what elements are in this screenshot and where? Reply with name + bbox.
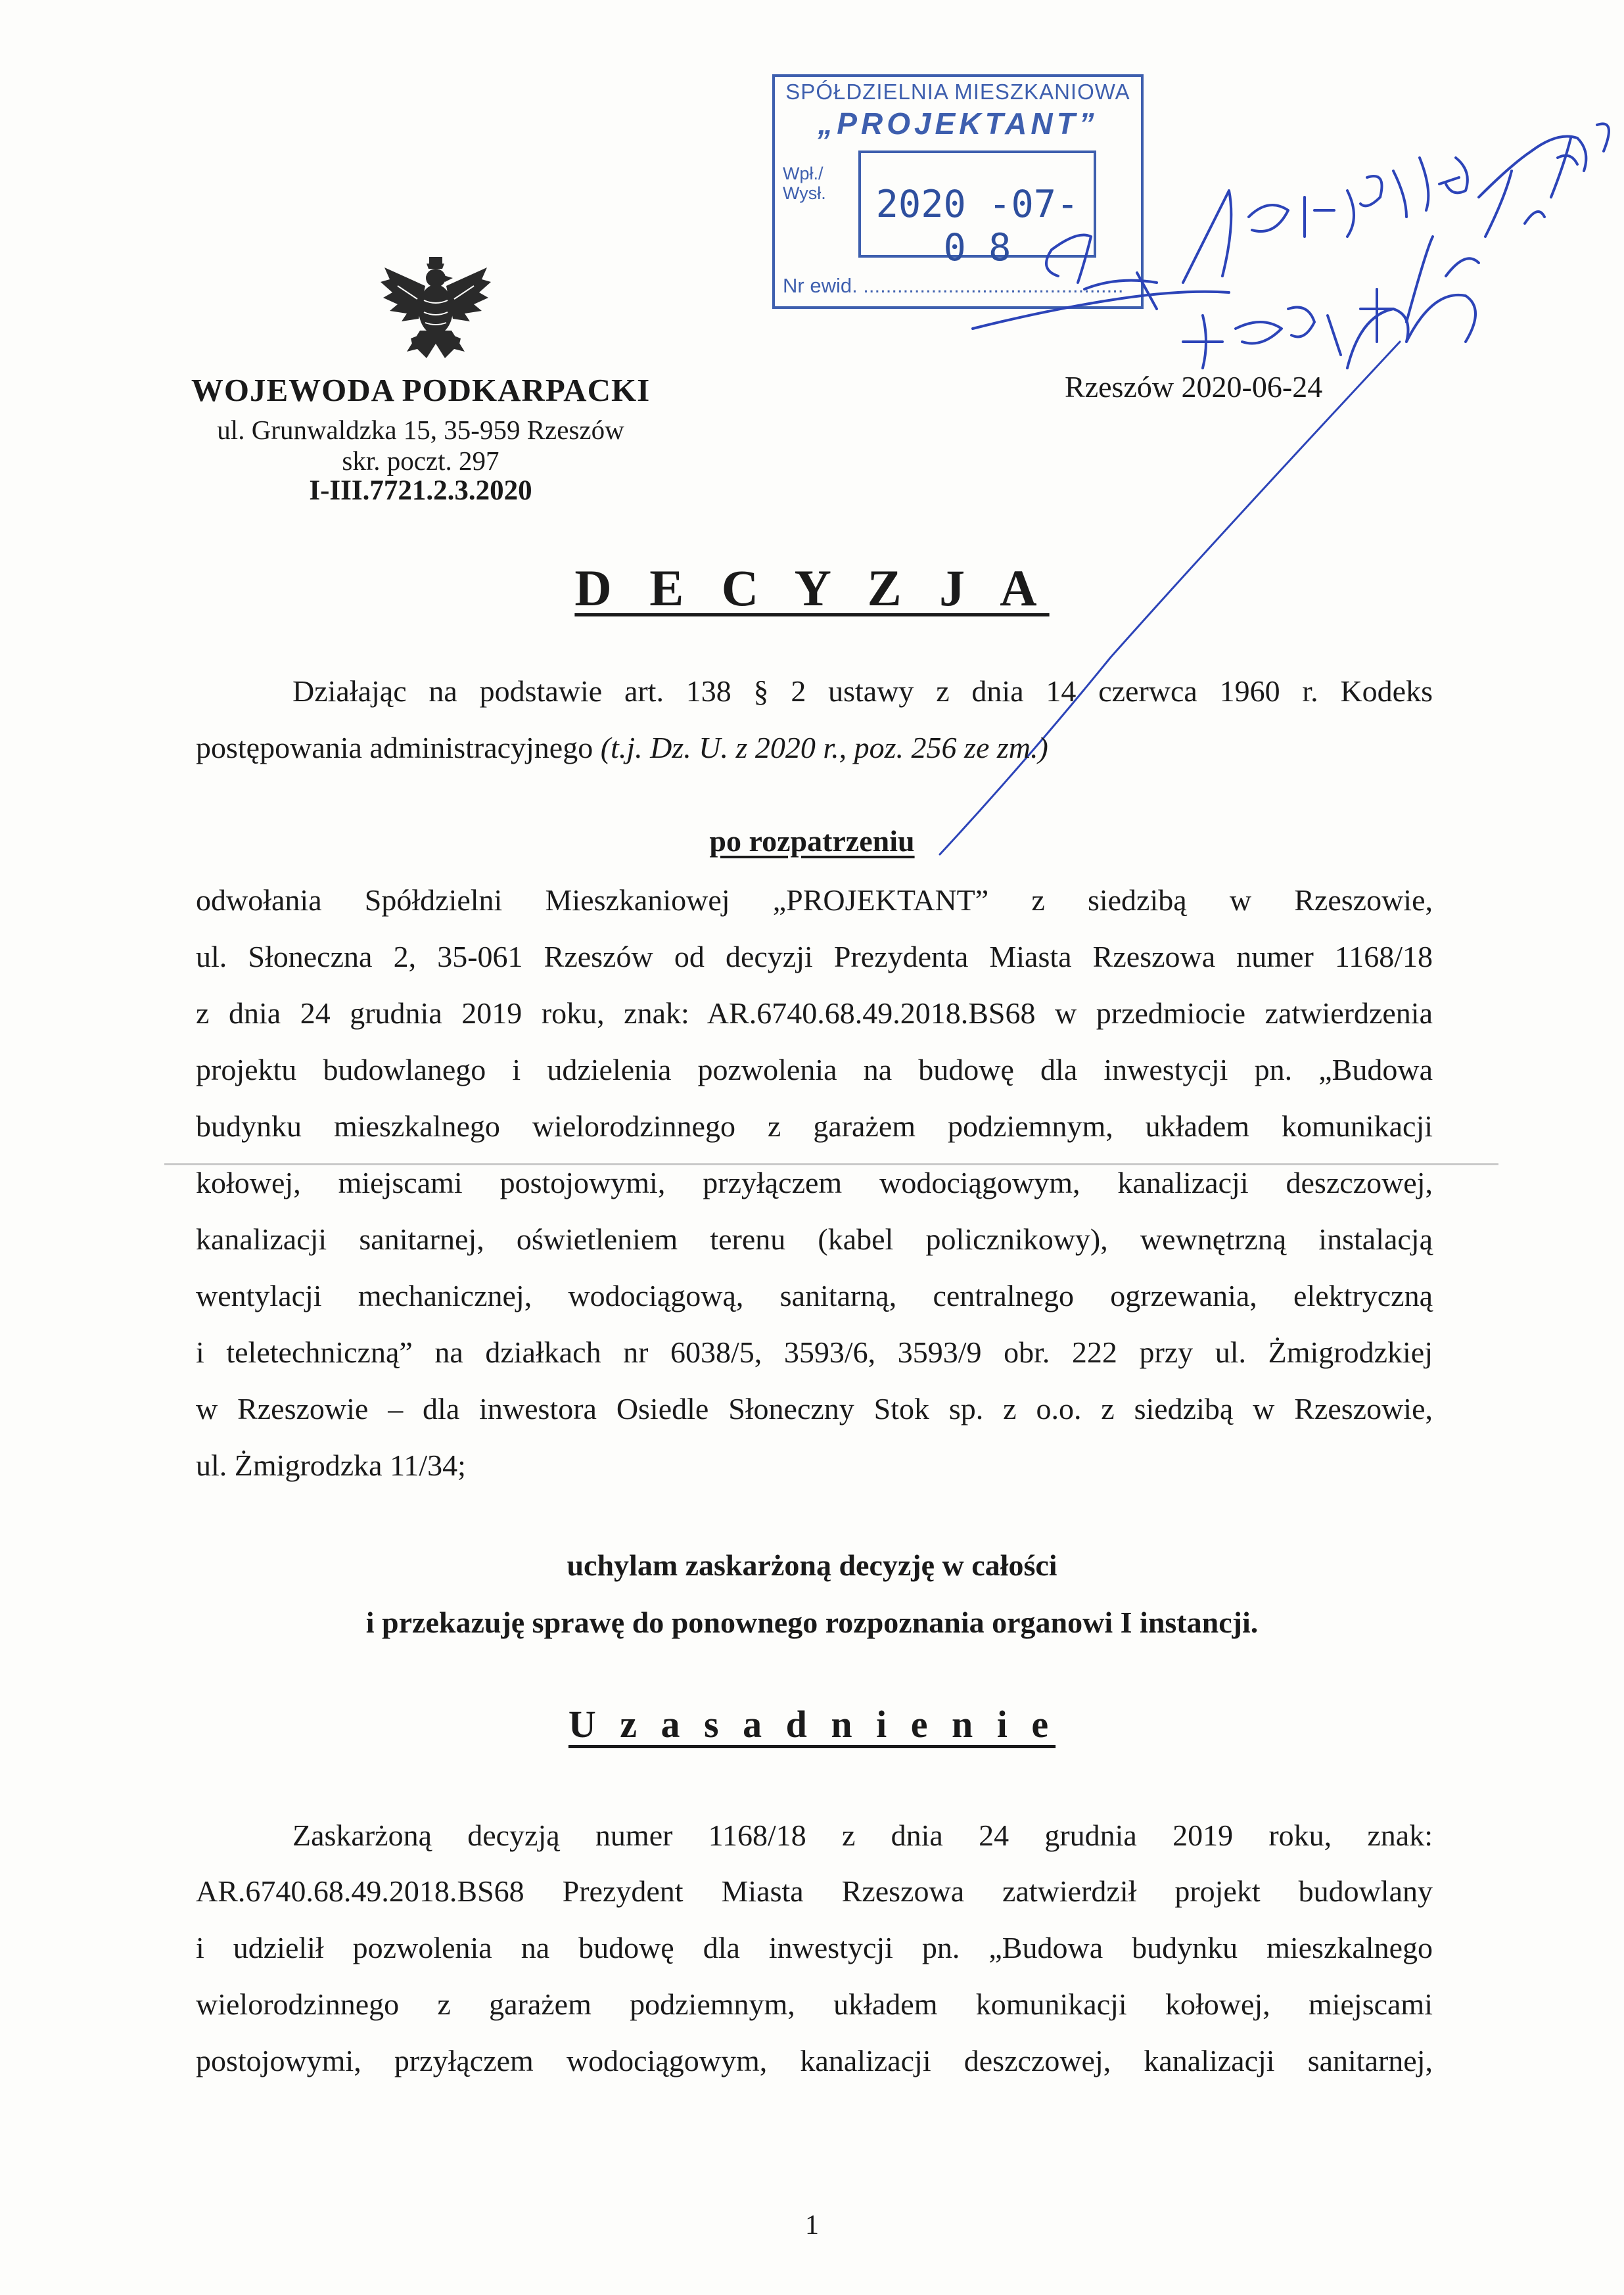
appeal-line: odwołania Spółdzielni Mieszkaniowej „PROJEKTANT” z siedzibą w Rzeszowie,	[196, 883, 1433, 917]
appeal-line: w Rzeszowie – dla inwestora Osiedle Słoneczny Stok sp. z o.o. z siedzibą w Rzeszowie,	[196, 1392, 1433, 1426]
scan-artifact-line	[164, 1163, 1498, 1165]
page-number: 1	[805, 2210, 819, 2240]
justification-title	[0, 1702, 1624, 1746]
justification-line: postojowymi, przyłączem wodociągowym, kanalizacji deszczowej, kanalizacji sanitarnej,	[196, 2044, 1433, 2077]
handwriting-stroke-4	[1420, 158, 1468, 210]
stamp-date-box	[858, 151, 1096, 269]
appeal-line: projektu budowlanego i udzielenia pozwolenia na budowę dla inwestycji pn. „Budowa	[196, 1053, 1433, 1086]
document-date: Rzeszów 2020-06-24	[1065, 370, 1323, 404]
legal-basis-line-1: Działając na podstawie art. 138 § 2 ustawy z dnia 14 czerwca 1960 r. Kodeks	[292, 674, 1433, 708]
handwriting-stroke-7	[1479, 124, 1609, 197]
ruling-line-1: uchylam zaskarżoną decyzję w całości	[567, 1548, 1057, 1582]
stamp-cooperative-label: SPÓŁDZIELNIA MIESZKANIOWA	[785, 80, 1130, 104]
stamp-registry-number: Nr ewid. ..............................................	[783, 274, 1124, 297]
appeal-line: kołowej, miejscami postojowymi, przyłączem wodociągowym, kanalizacji deszczowej,	[196, 1166, 1433, 1199]
appeal-line: i teletechniczną” na działkach nr 6038/5, 3593/6, 3593/9 obr. 222 przy ul. Żmigrodzkiej	[196, 1335, 1433, 1369]
stamp-cooperative-name: „PROJEKTANT”	[818, 106, 1098, 141]
authority-po-box: skr. poczt. 297	[342, 446, 499, 476]
polish-eagle-emblem-icon	[378, 253, 493, 361]
justification-title-text: U z a s a d n i e n i e	[568, 1703, 1056, 1746]
appeal-line: budynku mieszkalnego wielorodzinnego z garażem podziemnym, układem komunikacji	[196, 1109, 1433, 1143]
handwriting-stroke-6	[1406, 138, 1571, 322]
legal-basis-line-2	[196, 728, 1048, 768]
appeal-last-line: ul. Żmigrodzka 11/34;	[196, 1449, 466, 1482]
legal-basis-citation: (t.j. Dz. U. z 2020 r., poz. 256 ze zm.)	[600, 731, 1048, 764]
handwriting-stroke-3	[1183, 171, 1406, 283]
justification-line: wielorodzinnego z garażem podziemnym, układem komunikacji kołowej, miejscami	[196, 1987, 1433, 2021]
appeal-line: ul. Słoneczna 2, 35-061 Rzeszów od decyzji Prezydenta Miasta Rzeszowa numer 1168/18	[196, 940, 1433, 973]
stamp-date: 2020 -07- 0 8	[875, 183, 1079, 269]
appeal-line: wentylacji mechanicznej, wodociągową, sanitarną, centralnego ogrzewania, elektryczną	[196, 1279, 1433, 1312]
handwriting-stroke-5	[1183, 289, 1393, 368]
appeal-line: kanalizacji sanitarnej, oświetleniem terenu (kabel policznikowy), wewnętrzną instalacją	[196, 1222, 1433, 1256]
receipt-stamp	[772, 74, 1144, 309]
considered-heading	[0, 823, 1624, 858]
authority-address: ul. Grunwaldzka 15, 35-959 Rzeszów	[217, 415, 624, 445]
justification-line: AR.6740.68.49.2018.BS68 Prezydent Miasta Rzeszowa zatwierdził projekt budowlany	[196, 1874, 1433, 1908]
decision-title-text: D E C Y Z J A	[574, 559, 1050, 616]
case-reference: I-III.7721.2.3.2020	[309, 475, 532, 506]
ruling-line-2: i przekazuję sprawę do ponownego rozpoznania organowi I instancji.	[365, 1606, 1259, 1639]
authority-name: WOJEWODA PODKARPACKI	[191, 372, 651, 408]
stamp-in-label: Wpł./	[783, 164, 824, 183]
stamp-in-out-label	[783, 164, 826, 203]
justification-line: i udzielił pozwolenia na budowę dla inwestycji pn. „Budowa budynku mieszkalnego	[196, 1931, 1433, 1964]
stamp-out-label: Wysł.	[783, 183, 826, 203]
justification-first-line: Zaskarżoną decyzją numer 1168/18 z dnia 24 grudnia 2019 roku, znak:	[292, 1819, 1433, 1852]
decision-title	[0, 559, 1624, 618]
legal-basis-code: postępowania administracyjnego	[196, 731, 601, 764]
appeal-line: z dnia 24 grudnia 2019 roku, znak: AR.6740.68.49.2018.BS68 w przedmiocie zatwierdzenia	[196, 996, 1433, 1030]
considered-heading-text: po rozpatrzeniu	[709, 824, 915, 858]
handwriting-stroke-8	[1347, 295, 1475, 368]
